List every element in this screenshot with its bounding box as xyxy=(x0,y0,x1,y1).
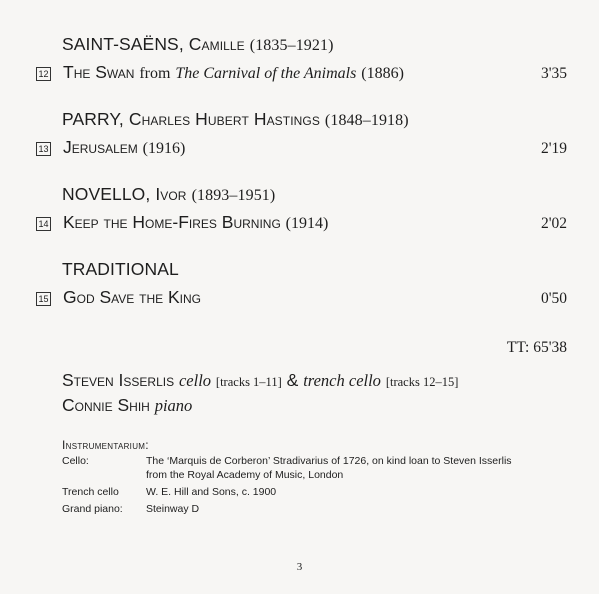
composer-given-name: Ivor xyxy=(155,184,187,204)
track-title-line xyxy=(63,287,541,308)
track-from: from xyxy=(139,65,171,82)
instrument-row xyxy=(62,502,526,516)
instrumentarium-heading: Instrumentarium: xyxy=(62,438,149,452)
composer-surname: PARRY, xyxy=(62,109,124,129)
track-work: The Carnival of the Animals xyxy=(175,65,357,82)
track-title: Keep the Home-Fires Burning xyxy=(63,212,281,232)
track-number: 14 xyxy=(36,217,51,231)
instrument-label: Grand piano: xyxy=(62,503,123,515)
composer-surname: TRADITIONAL xyxy=(62,259,179,279)
track-row xyxy=(36,212,567,233)
composer-heading xyxy=(62,34,334,55)
performer-line xyxy=(62,370,458,391)
performer-note: [tracks 12–15] xyxy=(385,375,459,389)
track-duration: 0'50 xyxy=(540,290,567,307)
track-year: (1914) xyxy=(285,215,329,232)
performer-instrument: cello xyxy=(178,371,212,390)
composer-dates: (1893–1951) xyxy=(191,187,276,204)
track-row xyxy=(36,137,567,158)
instrument-value: W. E. Hill and Sons, c. 1900 xyxy=(146,486,277,498)
track-number: 13 xyxy=(36,142,51,156)
composer-dates: (1835–1921) xyxy=(249,37,334,54)
track-title: God Save the King xyxy=(63,287,201,307)
total-time: TT: 65'38 xyxy=(506,339,567,356)
instrument-row xyxy=(62,485,526,499)
instrument-label: Trench cello xyxy=(62,486,119,498)
track-title: The Swan xyxy=(63,62,135,82)
track-title-line xyxy=(63,137,541,158)
track-title-line xyxy=(63,212,541,233)
composer-heading xyxy=(62,259,179,280)
track-number: 12 xyxy=(36,67,51,81)
track-title: Jerusalem xyxy=(63,137,138,157)
track-row xyxy=(36,287,567,308)
instrument-value: The ‘Marquis de Corberon’ Stradivarius of 1726, on kind loan to Steven Isserlis from the Royal Academy of Music, London xyxy=(146,455,512,481)
composer-surname: SAINT-SAËNS, xyxy=(62,34,184,54)
performer-instrument: trench cello xyxy=(303,371,381,390)
track-duration: 2'02 xyxy=(540,215,567,232)
instrument-row xyxy=(62,454,526,482)
instrument-value: Steinway D xyxy=(146,503,200,515)
track-row xyxy=(36,62,567,83)
track-number: 15 xyxy=(36,292,51,306)
performer-line xyxy=(62,395,192,416)
track-title-line xyxy=(63,62,541,83)
composer-given-name: Camille xyxy=(188,34,245,54)
composer-heading xyxy=(62,109,409,130)
performer-note: [tracks 1–11] xyxy=(215,375,282,389)
performer-name: Steven Isserlis xyxy=(62,370,175,390)
page-number: 3 xyxy=(296,561,303,573)
composer-heading xyxy=(62,184,275,205)
composer-surname: NOVELLO, xyxy=(62,184,151,204)
instrumentarium xyxy=(62,438,526,519)
track-year: (1916) xyxy=(142,140,186,157)
performer-name: Connie Shih xyxy=(62,395,150,415)
composer-dates: (1848–1918) xyxy=(324,112,409,129)
performer-instrument: piano xyxy=(154,396,193,415)
instrument-label: Cello: xyxy=(62,455,89,467)
track-duration: 2'19 xyxy=(540,140,567,157)
ampersand: & xyxy=(286,370,299,390)
track-year: (1886) xyxy=(361,65,404,82)
track-duration: 3'35 xyxy=(540,65,567,82)
composer-given-name: Charles Hubert Hastings xyxy=(128,109,320,129)
